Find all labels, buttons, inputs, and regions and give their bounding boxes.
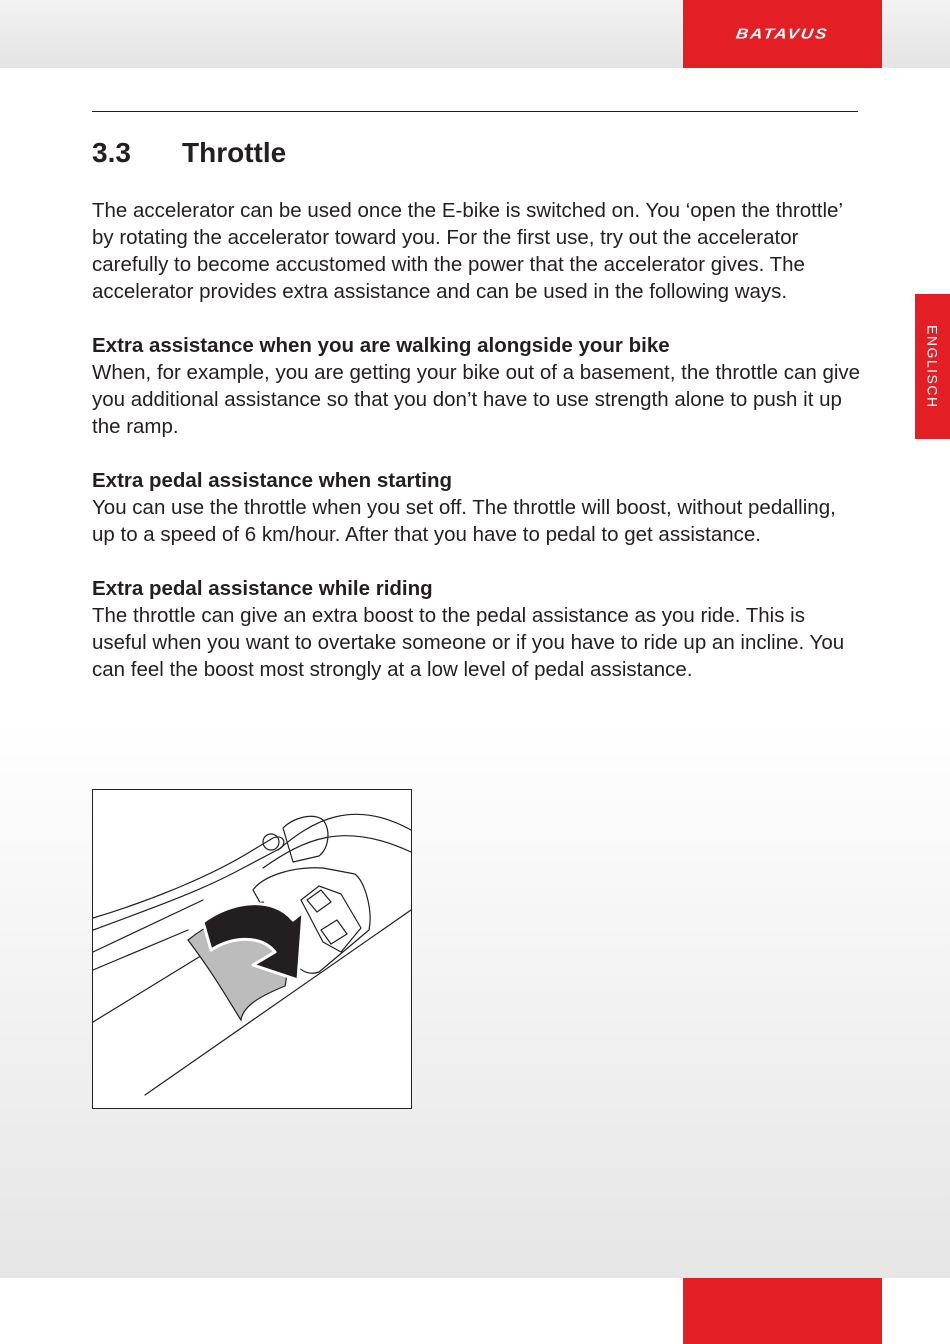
section-body	[92, 197, 862, 710]
brand-tab	[683, 0, 882, 68]
subsection-text: When, for example, you are getting your bike out of a basement, the throttle can give you additional assistance so that you don’t have to use strength alone to push it up the ramp.	[92, 361, 861, 438]
subsection-heading: Extra assistance when you are walking alongside your bike	[92, 334, 670, 357]
language-tab[interactable]	[915, 294, 950, 439]
brand-logo: BATAVUS	[735, 25, 830, 42]
subsection-text: The throttle can give an extra boost to the pedal assistance as you ride. This is useful when you want to overtake someone or if you have to ride up an incline. You can feel the boost most strongly at a low level of pedal assistance.	[92, 604, 845, 681]
section-heading	[92, 137, 286, 169]
handlebar-top	[263, 814, 411, 868]
throttle-drawing	[93, 790, 411, 1108]
intro-paragraph: The accelerator can be used once the E-bike is switched on. You ‘open the throttle’ by rotating the accelerator toward you. For the first use, try out the accelerator carefully to become accustomed with the power that the accelerator gives. The accelerator provides extra assistance and can be used in the following ways.	[92, 199, 843, 303]
subsection-text: You can use the throttle when you set off. The throttle will boost, without pedalling, up to a speed of 6 km/hour. After that you have to pedal to get assistance.	[92, 496, 836, 546]
section-title: Throttle	[182, 137, 287, 168]
footer-tab	[683, 1278, 882, 1344]
subsection-heading: Extra pedal assistance when starting	[92, 469, 453, 492]
subsection-starting	[92, 467, 862, 548]
language-tab-label: ENGLISCH	[924, 324, 941, 409]
section-divider	[92, 111, 858, 112]
subsection-heading: Extra pedal assistance while riding	[92, 577, 433, 600]
subsection-walking	[92, 332, 862, 440]
section-number: 3.3	[92, 137, 131, 168]
subsection-riding	[92, 575, 862, 683]
throttle-illustration	[92, 789, 412, 1109]
